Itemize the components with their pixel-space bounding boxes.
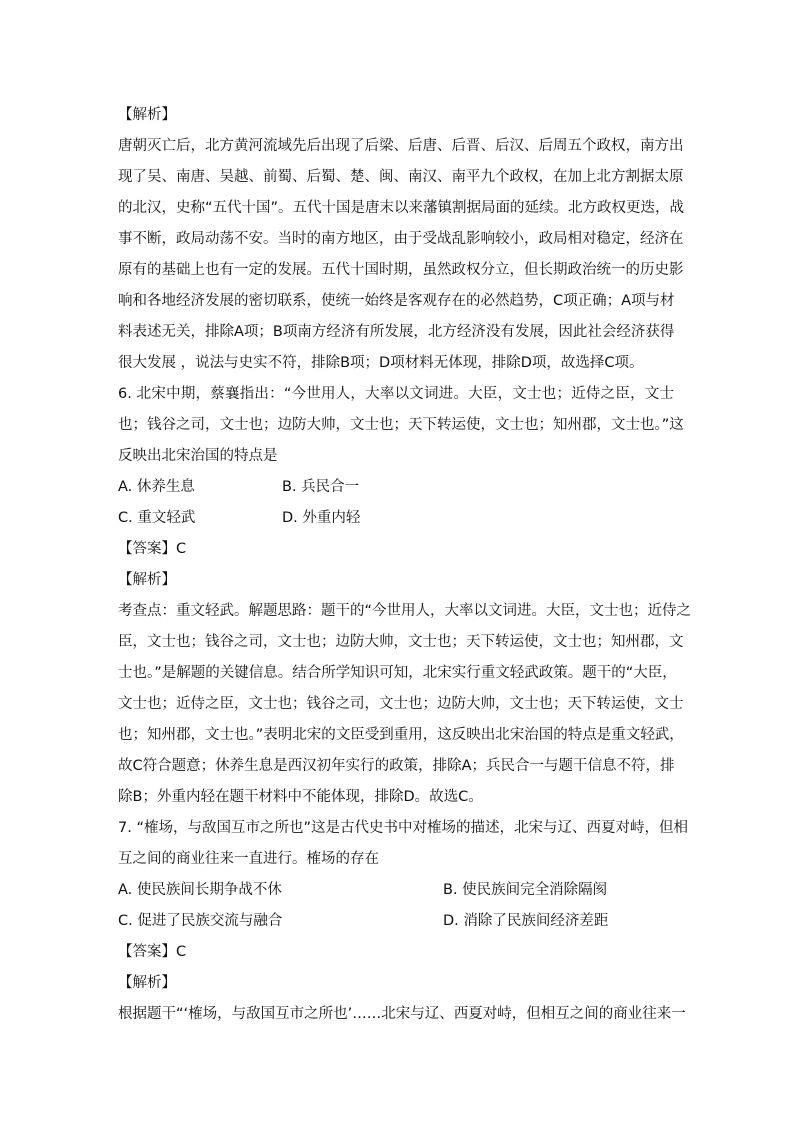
text-line: 文士也；近侍之臣，文士也；钱谷之司，文士也；边防大帅，文士也；天下转运使，文士 bbox=[118, 696, 684, 712]
text-line: 臣，文士也；钱谷之司，文士也；边防大帅，文士也；天下转运使，文士也；知州郡，文 bbox=[118, 634, 684, 650]
question-7-stem bbox=[118, 813, 688, 875]
text-line: 唐朝灭亡后，北方黄河流域先后出现了后梁、后唐、后晋、后汉、后周五个政权，南方出 bbox=[118, 138, 684, 154]
text-line: 6. 北宋中期，蔡襄指出：“今世用人，大率以文词进。大臣，文士也；近侍之臣，文士 bbox=[118, 386, 674, 402]
text-line: 【解析】 bbox=[118, 572, 176, 588]
text-line: 原有的基础上也有一定的发展。五代十国时期，虽然政权分立，但长期政治统一的历史影 bbox=[118, 262, 684, 278]
text-line: 现了吴、南唐、吴越、前蜀、后蜀、楚、闽、南汉、南平九个政权，在加上北方割据太原 bbox=[118, 169, 684, 185]
text-line: 也；知州郡，文士也。”表明北宋的文臣受到重用，这反映出北宋治国的特点是重文轻武， bbox=[118, 727, 684, 743]
option-c: C. 促进了民族交流与融合 bbox=[118, 913, 283, 929]
option-row bbox=[118, 472, 674, 503]
text-line: 除B；外重内轻在题干材料中不能体现，排除D。故选C。 bbox=[118, 789, 483, 805]
question-7-options bbox=[118, 875, 674, 937]
text-line: 故C符合题意；休养生息是西汉初年实行的政策，排除A；兵民合一与题干信息不符，排 bbox=[118, 758, 675, 774]
option-d: D. 外重内轻 bbox=[282, 510, 361, 526]
option-a: A. 休养生息 bbox=[118, 479, 195, 495]
text-line: 也；钱谷之司，文士也；边防大帅，文士也；天下转运使，文士也；知州郡，文士也。”这 bbox=[118, 417, 684, 433]
text-line: 的北汉，史称“五代十国”。五代十国是唐末以来藩镇割据局面的延续。北方政权更迭，战 bbox=[118, 200, 685, 216]
text-line: 事不断，政局动荡不安。当时的南方地区，由于受战乱影响较小，政局相对稳定，经济在 bbox=[118, 231, 684, 247]
option-a: A. 使民族间长期争战不休 bbox=[118, 882, 282, 898]
text-line: 料表述无关，排除A项；B项南方经济有所发展，北方经济没有发展，因此社会经济获得 bbox=[118, 324, 675, 340]
text-line: 【答案】C bbox=[118, 541, 187, 557]
question-6-stem bbox=[118, 379, 684, 472]
text-line: 响和各地经济发展的密切联系，使统一始终是客观存在的必然趋势，C项正确；A项与材 bbox=[118, 293, 675, 309]
option-b: B. 兵民合一 bbox=[282, 479, 360, 495]
text-line: 士也。”是解题的关键信息。结合所学知识可知，北宋实行重文轻武政策。题干的“大臣， bbox=[118, 665, 677, 681]
analysis-body-q5 bbox=[118, 131, 685, 379]
analysis-body-q7 bbox=[118, 999, 686, 1030]
option-b: B. 使民族间完全消除隔阂 bbox=[443, 882, 608, 898]
document-content bbox=[118, 100, 692, 1030]
text-line: 反映出北宋治国的特点是 bbox=[118, 448, 278, 464]
option-c: C. 重文轻武 bbox=[118, 510, 196, 526]
option-row bbox=[118, 503, 674, 534]
option-row bbox=[118, 875, 674, 906]
question-6-options bbox=[118, 472, 674, 534]
text-line: 【解析】 bbox=[118, 107, 176, 123]
text-line: 【答案】C bbox=[118, 944, 187, 960]
analysis-body-q6 bbox=[118, 596, 692, 813]
text-line: 互之间的商业往来一直进行。榷场的存在 bbox=[118, 851, 379, 867]
answer-and-analysis-q6 bbox=[118, 534, 674, 596]
text-line: 考查点：重文轻武。解题思路：题干的“今世用人，大率以文词进。大臣，文士也；近侍之 bbox=[118, 603, 692, 619]
option-row bbox=[118, 906, 674, 937]
analysis-heading-q5 bbox=[118, 100, 674, 131]
text-line: 根据题干“‘榷场，与敌国互市之所也’……北宋与辽、西夏对峙，但相互之间的商业往来一 bbox=[118, 1006, 686, 1022]
text-line: 很大发展 ，说法与史实不符，排除B项；D项材料无体现，排除D项，故选择C项。 bbox=[118, 355, 644, 371]
answer-and-analysis-q7 bbox=[118, 937, 674, 999]
option-d: D. 消除了民族间经济差距 bbox=[443, 913, 609, 929]
text-line: 7. “榷场，与敌国互市之所也”这是古代史书中对榷场的描述，北宋与辽、西夏对峙，但相 bbox=[118, 820, 688, 836]
text-line: 【解析】 bbox=[118, 975, 176, 991]
